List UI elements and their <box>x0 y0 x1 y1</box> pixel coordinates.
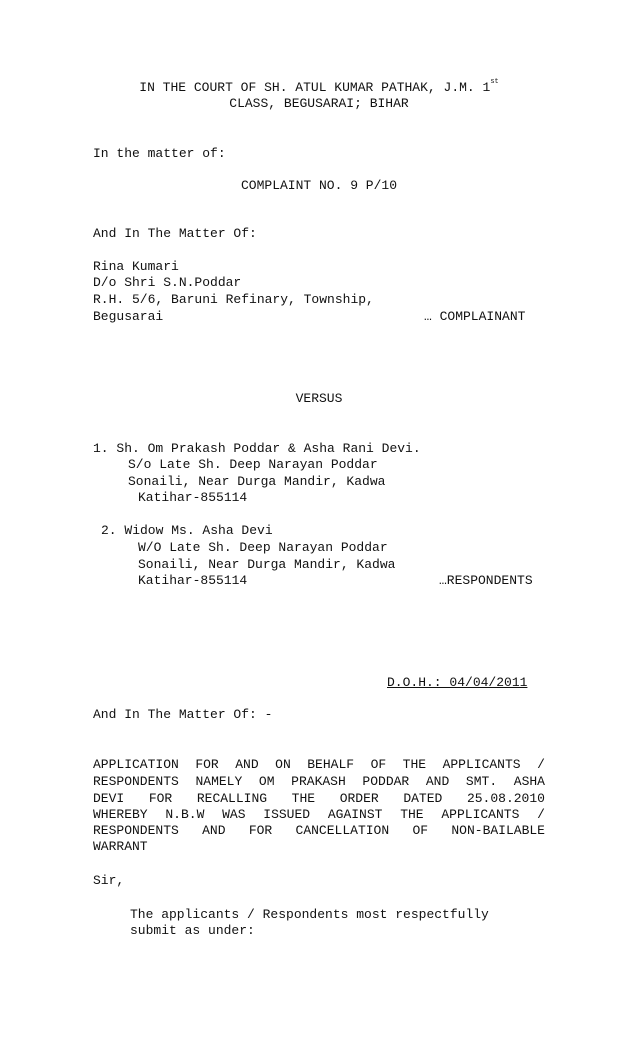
application-word: THE <box>400 807 424 822</box>
complainant-city: Begusarai <box>93 309 164 324</box>
matter-label-3: And In The Matter Of: - <box>93 707 273 722</box>
application-word: / <box>537 757 545 772</box>
date-of-hearing: D.O.H.: 04/04/2011 <box>387 675 528 690</box>
application-word: CANCELLATION <box>295 823 390 838</box>
application-word: NAMELY <box>195 774 243 789</box>
application-line-4 <box>93 806 545 823</box>
matter-label: In the matter of: <box>93 146 226 161</box>
application-word: PRAKASH <box>291 774 346 789</box>
application-word: AGAINST <box>327 807 383 822</box>
application-word: FOR <box>148 791 173 806</box>
application-word: NON-BAILABLE <box>451 823 545 838</box>
application-word: OF <box>370 757 387 772</box>
application-line-5 <box>93 822 545 839</box>
respondent-2-relation: W/O Late Sh. Deep Narayan Poddar <box>138 540 388 555</box>
complainant-address: R.H. 5/6, Baruni Refinary, Township, <box>93 292 374 307</box>
respondent-1-relation: S/o Late Sh. Deep Narayan Poddar <box>128 457 378 472</box>
matter-label-2: And In The Matter Of: <box>93 226 257 241</box>
application-word: DATED <box>403 791 443 806</box>
respondents-role: …RESPONDENTS <box>439 573 533 588</box>
application-word: ORDER <box>339 791 379 806</box>
respondent-1-city: Katihar-855114 <box>138 490 248 505</box>
application-word: APPLICANTS <box>441 807 520 822</box>
application-word: N.B.W <box>165 807 205 822</box>
application-word: WHEREBY <box>93 807 148 822</box>
complainant-relation: D/o Shri S.N.Poddar <box>93 275 242 290</box>
application-word: AND <box>235 757 259 772</box>
application-word: APPLICATION <box>93 757 179 772</box>
application-word: FOR <box>248 823 273 838</box>
application-word: OF <box>412 823 429 838</box>
application-line-6: WARRANT <box>93 839 148 854</box>
respondent-2-name: 2. Widow Ms. Asha Devi <box>101 523 273 538</box>
complainant-name: Rina Kumari <box>93 259 179 274</box>
application-word: ISSUED <box>263 807 311 822</box>
court-heading-line-2: CLASS, BEGUSARAI; BIHAR <box>229 96 409 111</box>
application-line-3 <box>93 790 545 807</box>
application-word: OM <box>258 774 275 789</box>
application-word: AND <box>202 823 226 838</box>
application-word: RESPONDENTS <box>93 774 179 789</box>
body-line-1: The applicants / Respondents most respectfully <box>130 907 489 922</box>
application-line-2 <box>93 773 545 790</box>
complaint-number: COMPLAINT NO. 9 P/10 <box>240 178 398 193</box>
application-word: 25.08.2010 <box>466 791 545 806</box>
ordinal-suffix: st <box>490 78 499 86</box>
application-word: PODDAR <box>362 774 410 789</box>
application-word: ON <box>275 757 291 772</box>
application-word: THE <box>291 791 316 806</box>
respondent-1-address: Sonaili, Near Durga Mandir, Kadwa <box>128 474 386 489</box>
application-word: THE <box>402 757 427 772</box>
respondent-2-city: Katihar-855114 <box>138 573 248 588</box>
application-word: DEVI <box>93 791 125 806</box>
application-word: FOR <box>195 757 219 772</box>
respondent-1-name: 1. Sh. Om Prakash Poddar & Asha Rani Devi. <box>93 441 421 456</box>
court-heading-line-1: IN THE COURT OF SH. ATUL KUMAR PATHAK, J.M. 1st <box>139 78 499 95</box>
body-line-2: submit as under: <box>130 923 255 938</box>
application-word: ASHA <box>513 774 545 789</box>
versus-label: VERSUS <box>295 391 343 406</box>
application-word: APPLICANTS <box>442 757 521 772</box>
application-word: SMT. <box>465 774 498 789</box>
application-word: RECALLING <box>196 791 268 806</box>
application-line-1 <box>93 756 545 773</box>
application-word: WAS <box>222 807 246 822</box>
application-word: RESPONDENTS <box>93 823 179 838</box>
application-word: / <box>537 807 545 822</box>
salutation: Sir, <box>93 873 125 888</box>
respondent-2-address: Sonaili, Near Durga Mandir, Kadwa <box>138 557 396 572</box>
application-word: BEHALF <box>307 757 355 772</box>
application-word: AND <box>425 774 450 789</box>
complainant-role: … COMPLAINANT <box>424 309 526 324</box>
